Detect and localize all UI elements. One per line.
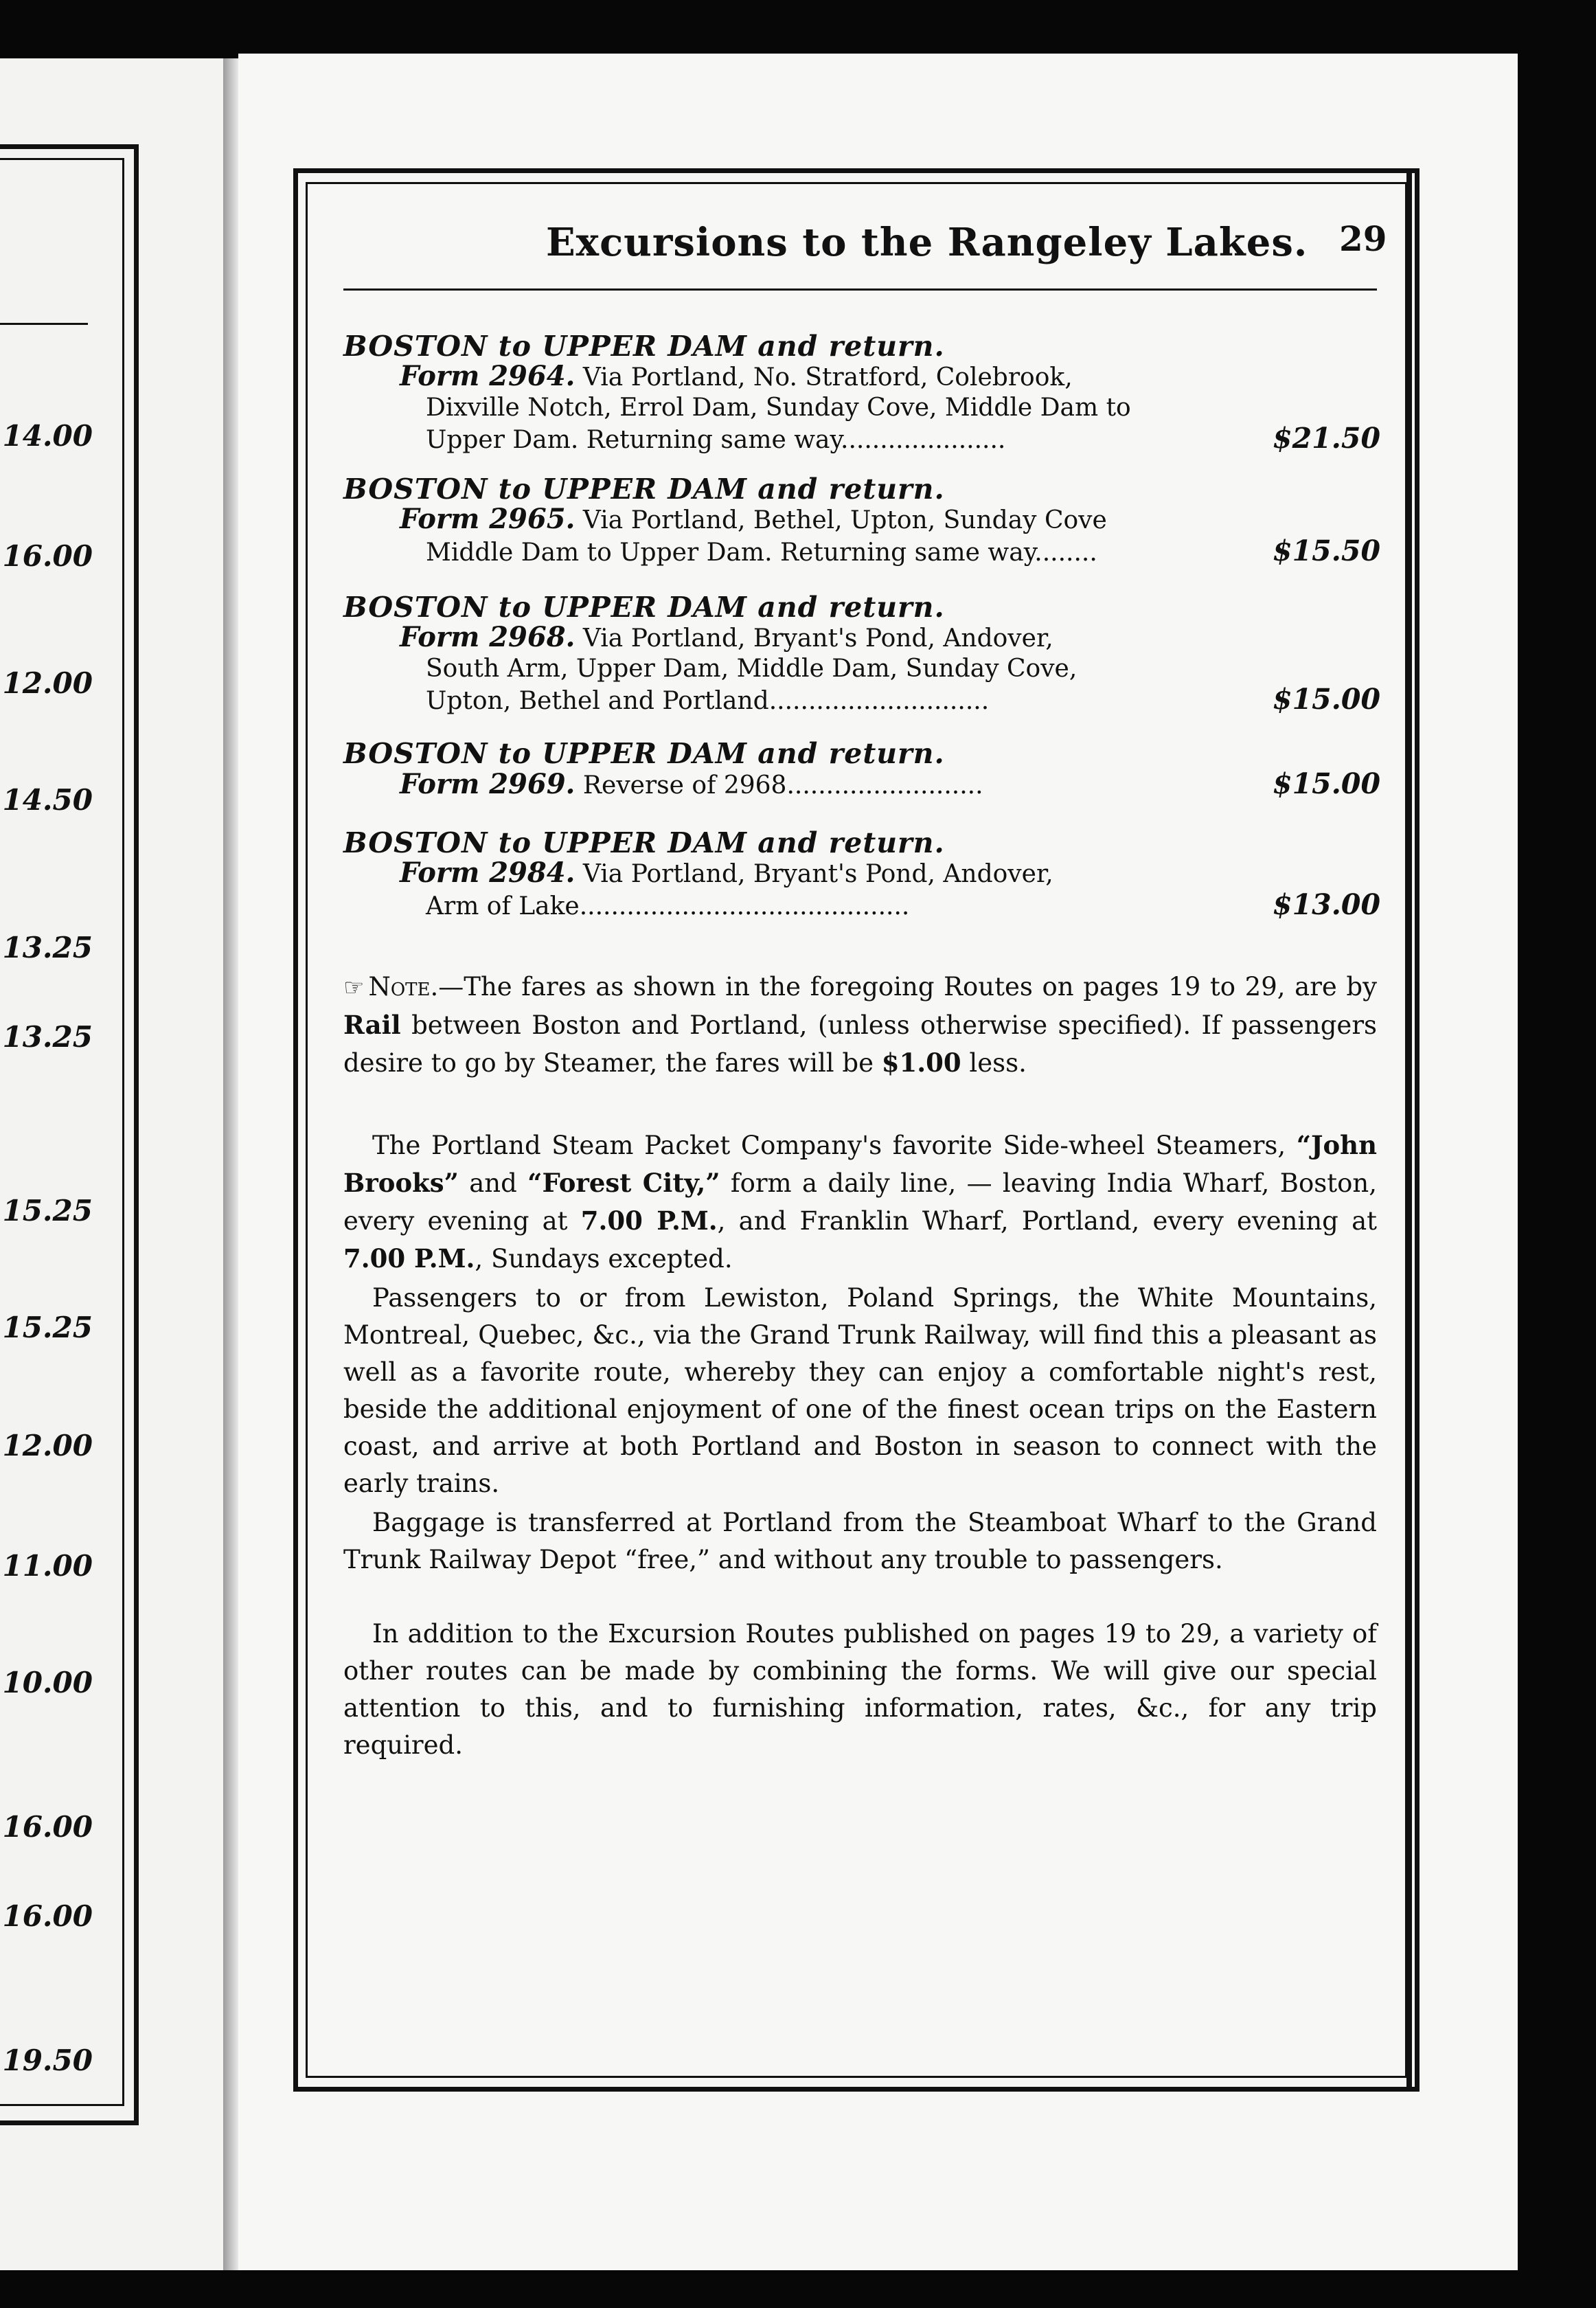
route-fare-row — [343, 890, 1380, 922]
note-rail: Rail — [343, 1010, 401, 1040]
left-page-rule — [0, 323, 88, 325]
route-line: Dixville Notch, Errol Dam, Sunday Cove, Middle Dam to — [426, 394, 1131, 422]
route-line: Via Portland, Bryant's Pond, Andover, — [582, 860, 1053, 888]
left-fare: 12.00 — [2, 1429, 93, 1462]
route-fare: $15.00 — [1273, 683, 1380, 716]
route-fare: $21.50 — [1273, 422, 1380, 455]
steamer-name: “John Brooks” — [343, 1130, 1377, 1198]
left-fare: 14.00 — [2, 419, 93, 453]
left-fare: 16.00 — [2, 539, 93, 573]
route-entry-2969 — [343, 738, 1380, 801]
route-fare-row — [343, 423, 1380, 455]
route-description — [343, 361, 1380, 393]
left-fare: 19.50 — [2, 2044, 93, 2077]
left-fare: 13.25 — [2, 1020, 93, 1054]
left-fare: 10.00 — [2, 1666, 93, 1699]
page-number: 29 — [1339, 218, 1387, 259]
steamers-paragraph — [343, 1127, 1377, 1278]
route-description — [343, 622, 1380, 654]
route-fare-row — [343, 684, 1380, 716]
steamer-name: “Forest City,” — [527, 1168, 720, 1198]
steamers-text: form a daily line, — leaving India Wharf, Boston, every evening at — [343, 1168, 1377, 1236]
route-line: Via Portland, Bryant's Pond, Andover, — [582, 624, 1053, 653]
route-line: Arm of Lake.......................................... — [426, 892, 910, 920]
steamers-text: and — [458, 1168, 528, 1198]
steamers-text: The Portland Steam Packet Company's favorite Side-wheel Steamers, — [372, 1131, 1297, 1160]
note-amount: $1.00 — [881, 1048, 961, 1078]
route-fare: $15.50 — [1273, 534, 1380, 567]
form-label: Form 2968. — [400, 621, 575, 653]
route-description — [343, 504, 1380, 536]
form-label: Form 2965. — [400, 503, 575, 535]
note-text: between Boston and Portland, (unless otherwise specified). If passengers desire to go by Steamer, the fares will be — [343, 1010, 1377, 1078]
route-line: Reverse of 2968......................... — [582, 771, 983, 800]
pointing-hand-icon: ☞ — [343, 974, 365, 1002]
page-frame-edge — [1406, 168, 1412, 2092]
route-entry-2984 — [343, 828, 1380, 922]
route-line: Via Portland, No. Stratford, Colebrook, — [582, 363, 1073, 392]
form-label: Form 2984. — [400, 857, 575, 889]
baggage-paragraph: Baggage is transferred at Portland from the Steamboat Wharf to the Grand Trunk Railway Depot “free,” and without any trouble to passengers. — [343, 1508, 1377, 1574]
running-head: Excursions to the Rangeley Lakes. — [546, 220, 1308, 265]
passengers-paragraph: Passengers to or from Lewiston, Poland Springs, the White Mountains, Montreal, Quebec, &c., via the Grand Trunk Railway, will find this a pleasant as well as a favorite route, whereby they can enjoy a comfortable night's rest, beside the additional enjoyment of one of the finest ocean trips on the Eastern coast, and arrive at both Portland and Boston in season to connect with the early trains. — [343, 1283, 1377, 1498]
header-rule — [343, 288, 1377, 291]
note-paragraph — [343, 969, 1377, 1082]
left-fare: 16.00 — [2, 1899, 93, 1933]
route-fare-row — [343, 536, 1380, 568]
route-line: Middle Dam to Upper Dam. Returning same way........ — [426, 539, 1097, 567]
addition-paragraph: In addition to the Excursion Routes published on pages 19 to 29, a variety of other routes can be made by combining the forms. We will give our special attention to this, and to furnishing information, rates, &c., for any trip required. — [343, 1619, 1377, 1760]
left-fare: 14.50 — [2, 783, 93, 817]
route-title: BOSTON to UPPER DAM and return. — [343, 473, 945, 506]
route-fare: $15.00 — [1273, 767, 1380, 800]
note-text: —The fares as shown in the foregoing Routes on pages 19 to 29, are by — [438, 972, 1377, 1002]
steamers-text: , Sundays excepted. — [475, 1244, 733, 1274]
departure-time: 7.00 P.M. — [343, 1243, 475, 1274]
route-entry-2968 — [343, 592, 1380, 716]
note-label: Note. — [368, 972, 439, 1002]
route-line: Via Portland, Bethel, Upton, Sunday Cove — [582, 506, 1107, 534]
left-fare: 15.25 — [2, 1311, 93, 1344]
steamers-text: , and Franklin Wharf, Portland, every evening at — [717, 1206, 1377, 1236]
route-entry-2964 — [343, 331, 1380, 455]
route-title: BOSTON to UPPER DAM and return. — [343, 330, 945, 363]
route-title: BOSTON to UPPER DAM and return. — [343, 826, 945, 859]
route-description — [343, 858, 1380, 890]
left-fare: 11.00 — [2, 1549, 93, 1583]
route-line: South Arm, Upper Dam, Middle Dam, Sunday Cove, — [426, 655, 1078, 683]
route-line: Upton, Bethel and Portland............................ — [426, 687, 990, 715]
left-fare: 13.25 — [2, 931, 93, 964]
left-fare: 16.00 — [2, 1810, 93, 1844]
route-fare-row — [343, 769, 1380, 801]
route-title: BOSTON to UPPER DAM and return. — [343, 591, 945, 624]
route-entry-2965 — [343, 474, 1380, 568]
departure-time: 7.00 P.M. — [580, 1206, 718, 1236]
left-fare: 15.25 — [2, 1194, 93, 1227]
route-fare: $13.00 — [1273, 888, 1380, 921]
route-title: BOSTON to UPPER DAM and return. — [343, 737, 945, 770]
book-gutter — [223, 58, 238, 2270]
route-line: Upper Dam. Returning same way..................... — [426, 426, 1006, 454]
form-label: Form 2969. — [400, 768, 575, 800]
left-fare: 12.00 — [2, 666, 93, 700]
note-text: less. — [961, 1048, 1027, 1078]
form-label: Form 2964. — [400, 360, 575, 392]
